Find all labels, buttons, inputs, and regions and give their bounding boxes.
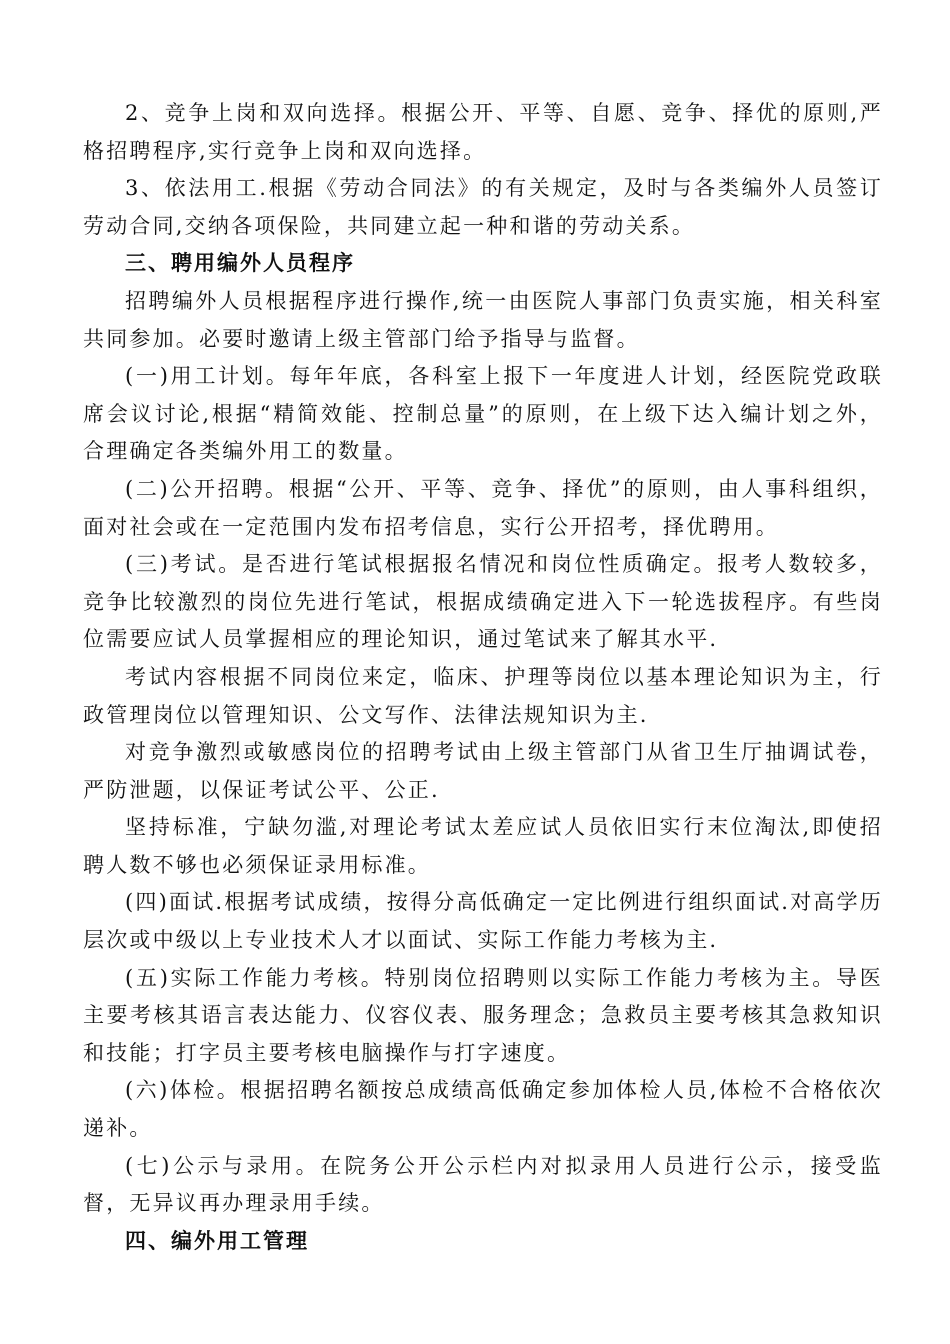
paragraph-exam-content: 考试内容根据不同岗位来定，临床、护理等岗位以基本理论知识为主，行政管理岗位以管理知识、公文写作、法律法规知识为主. <box>83 664 883 727</box>
section-heading-3: 三、聘用编外人员程序 <box>125 251 355 276</box>
document-body <box>83 95 883 1260</box>
paragraph-standards: 坚持标准，宁缺勿滥,对理论考试太差应试人员依旧实行末位淘汰,即使招聘人数不够也必须保证录用标准。 <box>83 815 883 877</box>
paragraph-procedure-intro: 招聘编外人员根据程序进行操作,统一由医院人事部门负责实施，相关科室共同参加。必要时邀请上级主管部门给予指导与监督。 <box>83 288 883 351</box>
paragraph-publicity-hiring: (七)公示与录用。在院务公开公示栏内对拟录用人员进行公示，接受监督，无异议再办理录用手续。 <box>83 1153 883 1216</box>
paragraph-exam: (三)考试。是否进行笔试根据报名情况和岗位性质确定。报考人数较多，竞争比较激烈的岗位先进行笔试，根据成绩确定进入下一轮选拔程序。有些岗位需要应试人员掌握相应的理论知识，通过笔试来了解其水平. <box>83 552 883 652</box>
paragraph-ability-assessment: (五)实际工作能力考核。特别岗位招聘则以实际工作能力考核为主。导医主要考核其语言表达能力、仪容仪表、服务理念；急救员主要考核其急救知识和技能；打字员主要考核电脑操作与打字速度。 <box>83 965 883 1065</box>
paragraph-physical-exam: (六)体检。根据招聘名额按总成绩高低确定参加体检人员,体检不合格依次递补。 <box>83 1078 883 1141</box>
paragraph-competition: 2、竞争上岗和双向选择。根据公开、平等、自愿、竞争、择优的原则,严格招聘程序,实行竞争上岗和双向选择。 <box>83 101 883 163</box>
section-heading-4: 四、编外用工管理 <box>125 1228 309 1253</box>
paragraph-interview: (四)面试.根据考试成绩，按得分高低确定一定比例进行组织面试.对高学历层次或中级以上专业技术人才以面试、实际工作能力考核为主. <box>83 890 883 953</box>
paragraph-legal-employment: 3、依法用工.根据《劳动合同法》的有关规定，及时与各类编外人员签订劳动合同,交纳各项保险，共同建立起一种和谐的劳动关系。 <box>83 176 883 238</box>
paragraph-exam-papers: 对竞争激烈或敏感岗位的招聘考试由上级主管部门从省卫生厅抽调试卷，严防泄题，以保证考试公平、公正. <box>83 740 883 802</box>
paragraph-employment-plan: (一)用工计划。每年年底，各科室上报下一年度进人计划，经医院党政联席会议讨论,根据“精简效能、控制总量”的原则，在上级下达入编计划之外，合理确定各类编外用工的数量。 <box>83 364 883 464</box>
paragraph-open-recruitment: (二)公开招聘。根据“公开、平等、竞争、择优”的原则，由人事科组织，面对社会或在一定范围内发布招考信息，实行公开招考，择优聘用。 <box>83 476 883 539</box>
